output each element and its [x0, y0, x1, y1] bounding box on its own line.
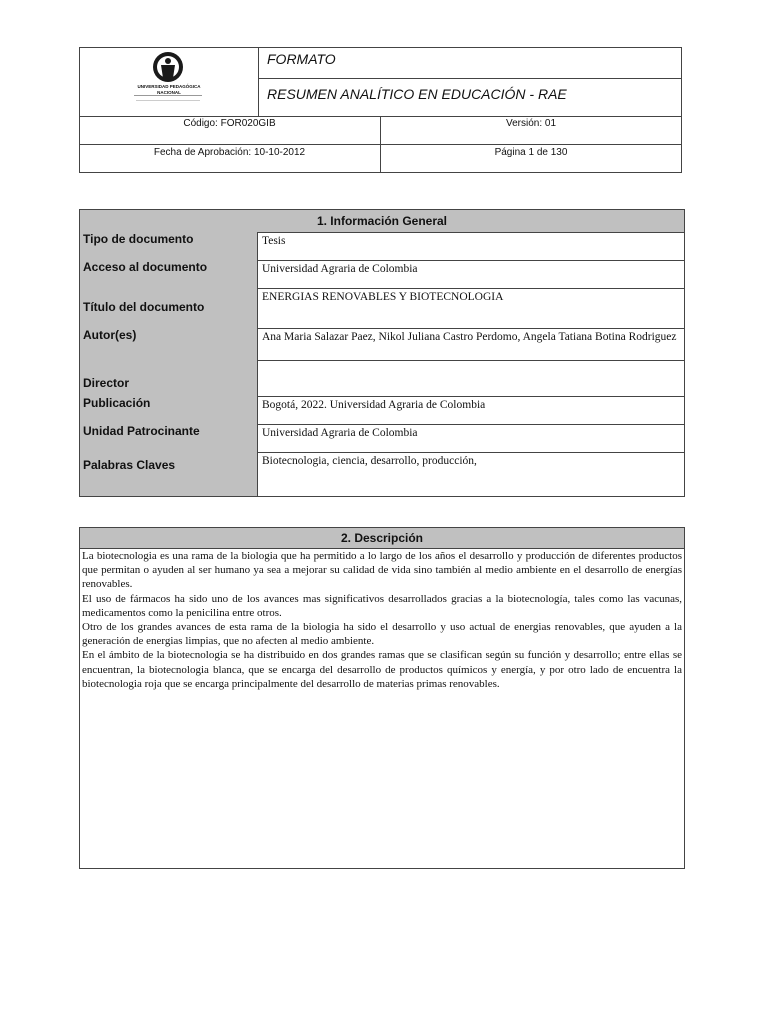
format-label: FORMATO	[267, 51, 336, 67]
university-logo	[80, 48, 258, 116]
code-cell: Código: FOR020GIB	[183, 118, 276, 129]
row-value: ENERGIAS RENOVABLES Y BIOTECNOLOGIA	[262, 291, 504, 303]
description-paragraph: El uso de fármacos ha sido uno de los avances mas significativos desarrollados gracias a la biotecnología, tales como las vacunas, medicamentos como la penicilina entre otros.	[82, 592, 682, 619]
row-value: Universidad Agraria de Colombia	[262, 427, 418, 439]
section-title: 1. Información General	[80, 210, 684, 233]
table-row	[80, 360, 684, 397]
description-paragraph: Otro de los grandes avances de esta rama de la biologia ha sido el desarrollo y uso actual de energias renovables, que ayuden a la generación de energias limpias, que no afecten al medio ambiente.	[82, 621, 682, 648]
row-label: Publicación	[80, 396, 258, 424]
section-title: 2. Descripción	[80, 528, 684, 549]
table-row	[80, 424, 684, 453]
table-row	[80, 288, 684, 329]
row-value: Ana Maria Salazar Paez, Nikol Juliana Castro Perdomo, Angela Tatiana Botina Rodriguez	[262, 331, 677, 343]
version-cell: Versión: 01	[505, 118, 557, 129]
description-text	[80, 548, 684, 868]
logo-text: UNIVERSIDAD PEDAGÓGICA NACIONAL	[137, 84, 201, 95]
row-value: Universidad Agraria de Colombia	[262, 263, 418, 275]
row-value	[258, 360, 684, 396]
table-row	[80, 452, 684, 496]
table-row	[80, 396, 684, 425]
row-label: Director	[80, 360, 258, 396]
row-label: Autor(es)	[80, 328, 258, 360]
row-label: Palabras Claves	[80, 452, 258, 496]
row-label: Acceso al documento	[80, 260, 258, 288]
table-row	[80, 260, 684, 289]
row-label: Tipo de documento	[80, 232, 258, 260]
description-paragraph: La biotecnologia es una rama de la biologia que ha permitido a lo largo de los años el desarrollo y producción de diferentes productos que permitan o ayuden al ser humano ya sea a mejorar su calidad de vida sino también al medio ambiente en el desarrollo de energías renovables.	[82, 550, 682, 591]
table-row	[80, 232, 684, 261]
row-value: Tesis	[262, 235, 286, 247]
description-table	[79, 527, 685, 869]
general-info-table	[79, 209, 685, 497]
format-name: RESUMEN ANALÍTICO EN EDUCACIÓN - RAE	[267, 86, 567, 102]
row-value: Bogotá, 2022. Universidad Agraria de Colombia	[262, 399, 486, 411]
row-value: Biotecnologia, ciencia, desarrollo, producción,	[262, 455, 477, 467]
page-number-cell: Página 1 de 130	[494, 147, 568, 158]
approval-date-cell: Fecha de Aprobación: 10-10-2012	[153, 147, 306, 158]
description-paragraph: En el ámbito de la biotecnologia se ha distribuido en dos grandes ramas que se clasifican según su función y desarrollo; entre ellas se encuentran, la biotecnologia blanca, que se encarga del desarrollo de productos químicos y energía, y por otro lado de encuentra la biotecnologia roja que se encarga principalmente del desarrollo de materias primas renovables.	[82, 649, 682, 690]
row-label: Unidad Patrocinante	[80, 424, 258, 452]
table-row	[80, 328, 684, 361]
row-label: Título del documento	[80, 288, 258, 328]
